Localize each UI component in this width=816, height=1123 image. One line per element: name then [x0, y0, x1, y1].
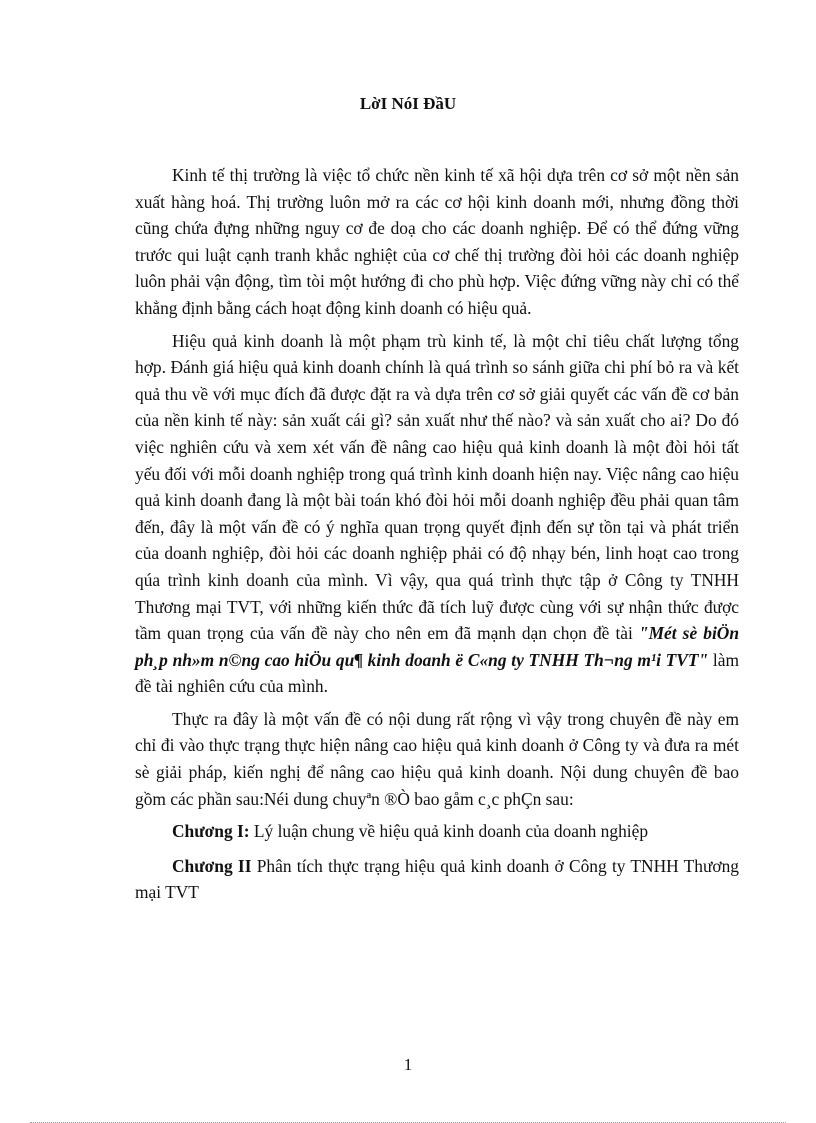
chapter-2-entry: [135, 853, 739, 906]
chapter-2-label: Chương II: [172, 855, 252, 876]
chapter-1-entry: [135, 818, 739, 845]
document-body: [135, 162, 739, 914]
paragraph-business-efficiency: [135, 328, 739, 700]
document-title: LờI NóI ĐầU: [359, 94, 457, 113]
chapter-2-text: Phân tích thực trạng hiệu quả kinh doanh ở Công ty TNHH Thương mại TVT: [135, 855, 739, 903]
paragraph-2-end: làm đề tài nghiên cứu của mình.: [135, 649, 739, 697]
paragraph-2-start: Hiệu quả kinh doanh là một phạm trù kinh tế, là một chỉ tiêu chất lượng tổng hợp. Đánh giá hiệu quả kinh doanh chính là quá trình so sánh giữa chi phí bỏ ra và kết quả thu về với mục đích đã được đặt ra và dựa trên cơ sở giải quyết các vấn đề cơ bản của nền kinh tế này: sản xuất cái gì? sản xuất như thế nào? và sản xuất cho ai? Do đó việc nghiên cứu và xem xét vấn đề nâng cao hiệu quả kinh doanh là một đòi hỏi tất yếu đối với mỗi doanh nghiệp trong quá trình kinh doanh hiện nay. Việc nâng cao hiệu quả kinh doanh đang là một bài toán khó đòi hỏi mỗi doanh nghiệp đều phải quan tâm đến, đây là một vấn đề có ý nghĩa quan trọng quyết định đến sự tồn tại và phát triển của doanh nghiệp, đòi hỏi các doanh nghiệp phải có độ nhạy bén, linh hoạt cao trong qúa trình kinh doanh của mình. Vì vậy, qua quá trình thực tập ở Công ty TNHH Thương mại TVT, với những kiến thức đã tích luỹ được cùng với sự nhận thức được tầm quan trọng của vấn đề này cho nên em đã mạnh dạn chọn đề tài: [135, 330, 739, 644]
chapter-1-text: Lý luận chung về hiệu quả kinh doanh của doanh nghiệp: [249, 821, 649, 842]
thesis-topic: "Mét sè biÖn ph¸p nh»m n©ng cao hiÖu qu¶ kinh doanh ë C«ng ty TNHH Th¬ng m¹i TVT": [135, 623, 740, 670]
chapter-1-label: Chương I:: [172, 821, 250, 842]
paragraph-market-economy: Kinh tế thị trường là việc tổ chức nền kinh tế xã hội dựa trên cơ sở một nền sản xuất hàng hoá. Thị trường luôn mở ra các cơ hội kinh doanh mới, nhưng đồng thời cũng chứa đựng những nguy cơ đe doạ cho các doanh nghiệp. Để có thể đứng vững trước qui luật cạnh tranh khắc nghiệt của cơ chế thị trường đòi hỏi các doanh nghiệp luôn phải vận động, tìm tòi một hướng đi cho phù hợp. Việc đứng vững này chỉ có thể khẳng định bằng cách hoạt động kinh doanh có hiệu quả.: [135, 165, 739, 318]
page-number: 1: [403, 1055, 413, 1074]
paragraph-scope: Thực ra đây là một vấn đề có nội dung rất rộng vì vậy trong chuyên đề này em chỉ đi vào thực trạng thực hiện nâng cao hiệu quả kinh doanh ở Công ty và đưa ra mét sè giải pháp, kiến nghị để nâng cao hiệu quả kinh doanh. Nội dung chuyên đề bao gồm các phần sau:Néi dung chuyªn ®Ò bao gåm c¸c phÇn sau:: [135, 708, 739, 809]
